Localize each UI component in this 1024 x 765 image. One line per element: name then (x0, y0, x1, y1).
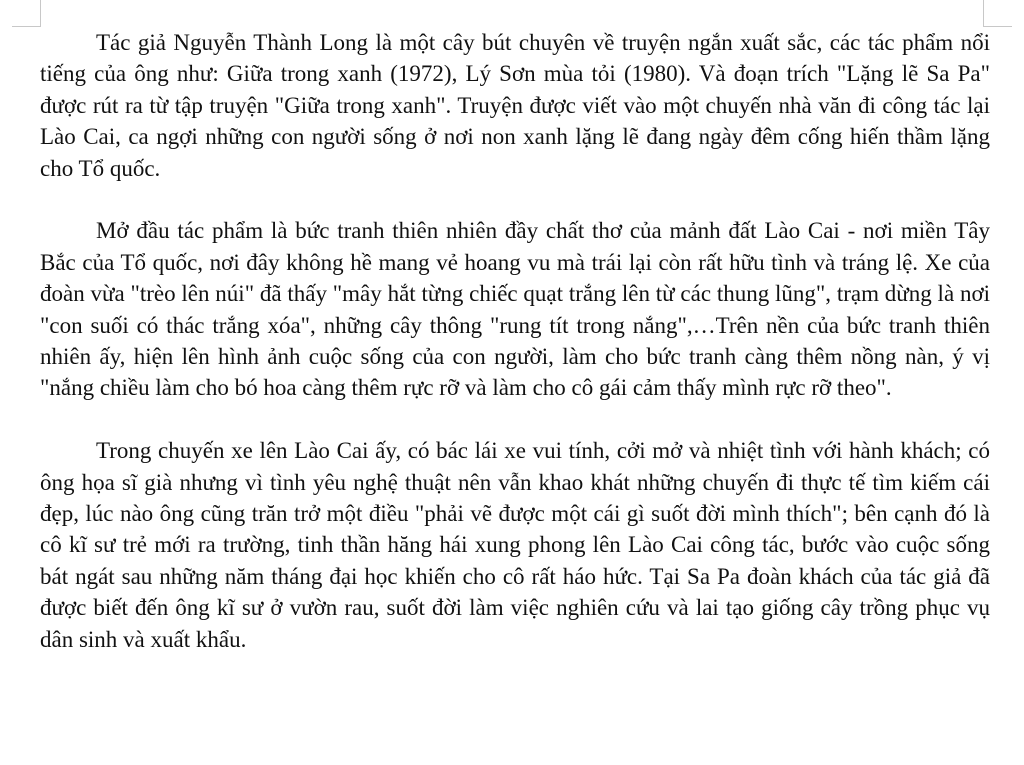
document-body (40, 27, 990, 655)
page-corner-mark-top-right (983, 0, 1012, 27)
paragraph-3: Trong chuyến xe lên Lào Cai ấy, có bác lái xe vui tính, cởi mở và nhiệt tình với hành khách; có ông họa sĩ già nhưng vì tình yêu nghệ thuật nên vẫn khao khát những chuyến đi thực tế tìm kiếm cái đẹp, lúc nào ông cũng trăn trở một điều "phải vẽ được một cái gì suốt đời mình thích"; bên cạnh đó là cô kĩ sư trẻ mới ra trường, tinh thần hăng hái xung phong lên Lào Cai công tác, bước vào cuộc sống bát ngát sau những năm tháng đại học khiến cho cô rất háo hức. Tại Sa Pa đoàn khách của tác giả đã được biết đến ông kĩ sư ở vườn rau, suốt đời làm việc nghiên cứu và lai tạo giống cây trồng phục vụ dân sinh và xuất khẩu. (40, 438, 990, 652)
page-corner-mark-top-left (12, 0, 41, 27)
paragraph-1: Tác giả Nguyễn Thành Long là một cây bút chuyên về truyện ngắn xuất sắc, các tác phẩm nổi tiếng của ông như: Giữa trong xanh (1972), Lý Sơn mùa tỏi (1980). Và đoạn trích "Lặng lẽ Sa Pa" được rút ra từ tập truyện "Giữa trong xanh". Truyện được viết vào một chuyến nhà văn đi công tác lại Lào Cai, ca ngợi những con người sống ở nơi non xanh lặng lẽ đang ngày đêm cống hiến thầm lặng cho Tổ quốc. (40, 30, 990, 181)
paragraph-2: Mở đầu tác phẩm là bức tranh thiên nhiên đầy chất thơ của mảnh đất Lào Cai - nơi miền Tây Bắc của Tổ quốc, nơi đây không hề mang vẻ hoang vu mà trái lại còn rất hữu tình và tráng lệ. Xe của đoàn vừa "trèo lên núi" đã thấy "mây hắt từng chiếc quạt trắng lên từ các thung lũng", trạm dừng là nơi "con suối có thác trắng xóa", những cây thông "rung tít trong nắng",…Trên nền của bức tranh thiên nhiên ấy, hiện lên hình ảnh cuộc sống của con người, làm cho bức tranh càng thêm nồng nàn, ý vị "nắng chiều làm cho bó hoa càng thêm rực rỡ và làm cho cô gái cảm thấy mình rực rỡ theo". (40, 218, 990, 401)
